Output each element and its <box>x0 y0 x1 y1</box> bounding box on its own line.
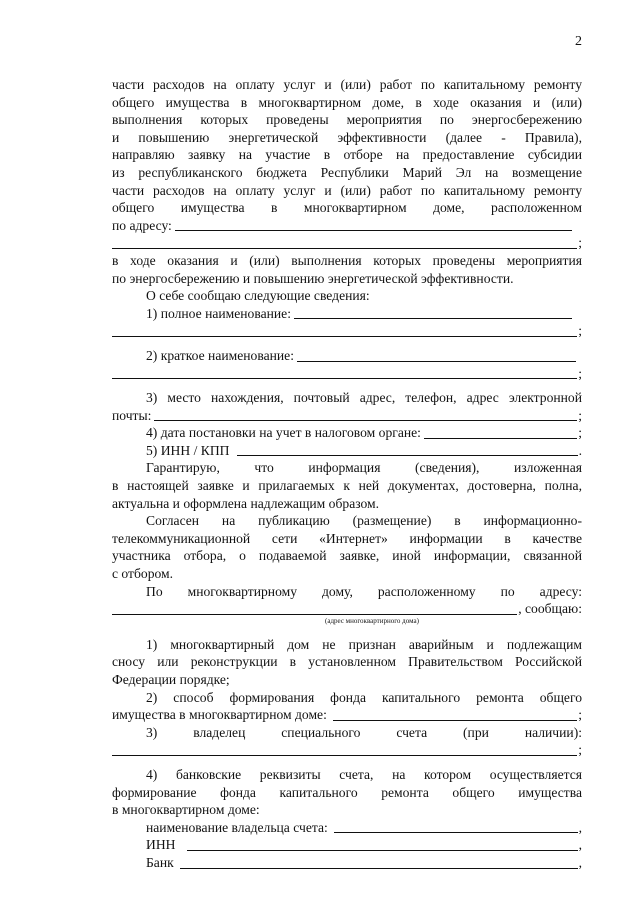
owner-name-field[interactable] <box>334 819 578 833</box>
period: . <box>578 442 582 458</box>
item5-label: 5) ИНН / КПП <box>146 442 230 458</box>
h4-line: формирование фонда капитального ремонта общего имущества <box>112 784 582 800</box>
intro-tail-line: в ходе оказания и (или) выполнения которых проведены мероприятия <box>112 252 582 268</box>
intro-line: общего имущества в многоквартирном доме, расположенном <box>112 200 582 216</box>
item1-row <box>112 305 582 323</box>
h1-line: Федерации порядке; <box>112 672 230 687</box>
bank-field[interactable] <box>180 855 578 869</box>
item3-row <box>112 407 582 425</box>
semicolon: ; <box>578 235 582 251</box>
semicolon: ; <box>578 742 582 758</box>
h3-row <box>112 741 582 759</box>
h3-line: 3) владелец специального счета (при наличии): <box>146 724 582 740</box>
inn-label: ИНН <box>146 837 176 853</box>
item3-line: 3) место нахождения, почтовый адрес, телефон, адрес электронной <box>146 390 582 406</box>
document-body <box>112 76 582 872</box>
guarantee-line: актуальна и оформлена надлежащим образом. <box>112 495 380 511</box>
item1-row-2 <box>112 322 582 340</box>
house-address-field[interactable] <box>112 601 517 615</box>
owner-row <box>112 819 582 837</box>
fund-method-field[interactable] <box>333 707 577 721</box>
consent-line: телекоммуникационной сети «Интернет» информации в качестве <box>112 530 582 546</box>
page-number: 2 <box>575 34 582 49</box>
consent-line: Согласен на публикацию (размещение) в информационно- <box>146 513 582 529</box>
intro-line: части расходов на оплату услуг и (или) работ по капитальному ремонту <box>112 77 582 92</box>
house-address-row <box>112 600 582 618</box>
h4-line: 4) банковские реквизиты счета, на котором осуществляется <box>146 766 582 782</box>
semicolon: ; <box>578 365 582 381</box>
comma: , <box>578 837 582 853</box>
short-name-field-2[interactable] <box>112 365 577 379</box>
intro-line: общего имущества в многоквартирном доме, в ходе оказания и (или) <box>112 94 582 110</box>
owner-label: наименование владельца счета: <box>146 819 328 835</box>
consent-line: участника отбора, о подаваемой заявке, иной информации, связанной <box>112 548 582 564</box>
address-row-2 <box>112 234 582 252</box>
address-label: по адресу: <box>112 217 172 233</box>
consent-line: с отбором. <box>112 566 174 582</box>
guarantee-line: Гарантирую, что информация (сведения), изложенная <box>146 460 582 476</box>
semicolon: ; <box>578 425 582 441</box>
address-field[interactable] <box>175 217 572 231</box>
bank-row <box>112 854 582 872</box>
h4-line: в многоквартирном доме: <box>112 802 260 818</box>
inn-field[interactable] <box>187 837 577 851</box>
item1-label: 1) полное наименование: <box>146 305 291 321</box>
item2-row <box>112 347 582 365</box>
intro-line: выполнения которых проведены мероприятия по энергосбережению <box>112 112 582 128</box>
h1-line: 1) многоквартирный дом не признан аварийным и подлежащим <box>146 636 582 652</box>
account-owner-field[interactable] <box>112 742 577 756</box>
item3-label: почты: <box>112 407 152 423</box>
h1-line: сносу или реконструкции в установленном Правительством Российской <box>112 654 582 670</box>
intro-line: и повышению энергетической эффективности (далее - Правила), <box>112 129 582 145</box>
comma: , <box>578 854 582 870</box>
intro-tail-line: по энергосбережению и повышению энергетической эффективности. <box>112 270 514 286</box>
intro-line: направляю заявку на участие в отборе на предоставление субсидии <box>112 147 582 163</box>
house-line: По многоквартирному дому, расположенному по адресу: <box>146 583 582 599</box>
guarantee-line: в настоящей заявке и прилагаемых к ней документах, достоверна, полна, <box>112 478 582 494</box>
intro-line: из республиканского бюджета Республики Марий Эл на возмещение <box>112 164 582 180</box>
inn-row <box>112 836 582 854</box>
intro-line: части расходов на оплату услуг и (или) работ по капитальному ремонту <box>112 182 582 198</box>
item2-label: 2) краткое наименование: <box>146 347 294 363</box>
semicolon: ; <box>578 407 582 423</box>
inform-label: , сообщаю: <box>518 601 582 617</box>
address-row <box>112 217 582 235</box>
h2-label: имущества в многоквартирном доме: <box>112 707 327 723</box>
address-field-2[interactable] <box>112 235 577 249</box>
full-name-field-2[interactable] <box>112 323 577 337</box>
semicolon: ; <box>578 323 582 339</box>
contacts-field[interactable] <box>154 407 577 421</box>
bank-label: Банк <box>146 854 174 870</box>
item4-row <box>112 424 582 442</box>
tax-date-field[interactable] <box>424 425 577 439</box>
h2-line: 2) способ формирования фонда капитального ремонта общего <box>146 689 582 705</box>
item2-row-2 <box>112 365 582 383</box>
item4-label: 4) дата постановки на учет в налоговом органе: <box>146 425 421 441</box>
address-caption: (адрес многоквартирного дома) <box>325 616 419 625</box>
semicolon: ; <box>578 707 582 723</box>
full-name-field[interactable] <box>294 305 572 319</box>
item5-row <box>112 442 582 460</box>
about-heading: О себе сообщаю следующие сведения: <box>146 288 370 304</box>
h2-row <box>112 706 582 724</box>
inn-kpp-field[interactable] <box>237 442 577 456</box>
comma: , <box>578 819 582 835</box>
short-name-field[interactable] <box>297 348 576 362</box>
